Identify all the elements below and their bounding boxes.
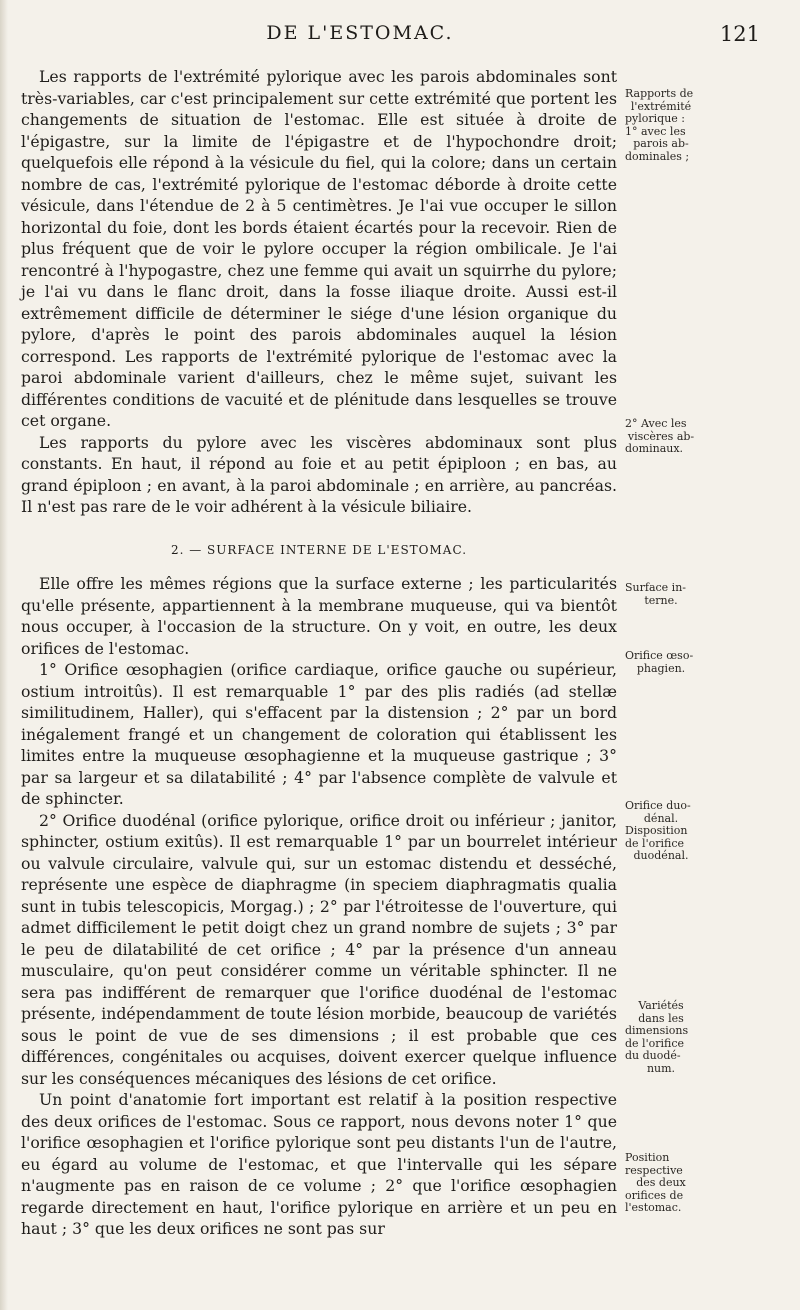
running-title: DE L'ESTOMAC. <box>266 22 454 44</box>
margin-note-viscera: 2° Avec les viscères ab- dominaux. <box>625 417 695 455</box>
margin-note-duodenal: Orifice duo- dénal. Disposition de l'orifice duodénal. <box>625 799 691 862</box>
page-number: 121 <box>719 22 760 46</box>
margin-note-internal-surface: Surface in- terne. <box>625 581 686 607</box>
margin-note-oesophageal: Orifice œso- phagien. <box>625 649 694 675</box>
paragraph-viscera-relations: Les rapports du pylore avec les viscères abdominaux sont plus constants. En haut, il répond au foie et au petit épiploon ; en bas, au grand épiploon ; en avant, à la paroi abdominale ; en arrière, au pancréas. Il n'est pas rare de le voir adhérent à la vésicule biliaire. <box>21 432 617 516</box>
page-binding-shadow <box>0 0 8 1310</box>
margin-note-variations: Variétés dans les dimensions de l'orifice du duodé- num. <box>625 999 689 1075</box>
margin-note-pyloric-relations: Rapports de l'extrémité pylorique : 1° avec les parois ab- dominales ; <box>625 87 694 163</box>
section-heading: 2. — SURFACE INTERNE DE L'ESTOMAC. <box>170 542 468 557</box>
paragraph-internal-surface: Elle offre les mêmes régions que la surface externe ; les particularités qu'elle présente, appartiennent à la membrane muqueuse, qui va bientôt nous occuper, à l'occasion de la structure. On y voit, en outre, les deux orifices de l'estomac. <box>21 574 617 658</box>
paragraph-oesophageal-orifice: 1° Orifice œsophagien (orifice cardiaque, orifice gauche ou supérieur, ostium introitûs). Il est remarquable 1° par des plis radiés (ad stellæ similitudinem, Haller), qui s'effacent par la distension ; 2° par un bord inégalement frangé et un changement de coloration qui établissent les limites entre la muqueuse œsophagienne et la muqueuse gastrique ; 3° par sa largeur et sa dilatabilité ; 4° par l'absence complète de valvule et de sphincter. <box>21 660 617 808</box>
main-text <box>21 66 617 1240</box>
running-head <box>60 22 760 52</box>
paragraph-duodenal-orifice: 2° Orifice duodénal (orifice pylorique, orifice droit ou inférieur ; janitor, sphincter, ostium exitûs). Il est remarquable 1° par un bourrelet intérieur ou valvule circulaire, valvule qui, sur un estomac distendu et desséché, représente une espèce de diaphragme (in speciem diaphragmatis qualia sunt in tubis telescopicis, Morgag.) ; 2° par l'étroitesse de l'ouverture, qui admet difficilement le petit doigt chez un grand nombre de sujets ; 3° par le peu de dilatabilité de cet orifice ; 4° par la présence d'un anneau musculaire, qu'on peut considérer comme un véritable sphincter. Il ne sera pas indifférent de remarquer que l'orifice duodénal de l'estomac présente, indépendamment de toute lésion morbide, beaucoup de variétés sous le point de vue de ses dimensions ; il est probable que ces différences, congénitales ou acquises, doivent exercer quelque influence sur les conséquences mécaniques des lésions de cet orifice. <box>21 810 617 1088</box>
paragraph-orifice-position: Un point d'anatomie fort important est relatif à la position respective des deux orifices de l'estomac. Sous ce rapport, nous devons noter 1° que l'orifice œsophagien et l'orifice pylorique sont peu distants l'un de l'autre, eu égard au volume de l'estomac, et que l'intervalle qui les sépare n'augmente pas en raison de ce volume ; 2° que l'orifice œsophagien regarde directement en haut, l'orifice pylorique en arrière et un peu en haut ; 3° que les deux orifices ne sont pas sur <box>21 1090 617 1238</box>
paragraph-pyloric-relations: Les rapports de l'extrémité pylorique avec les parois abdominales sont très-variables, car c'est principalement sur cette extrémité que portent les changements de situation de l'estomac. Elle est située à droite de l'épigastre, sur la limite de l'épigastre et de l'hypochondre droit; quelquefois elle répond à la vésicule du fiel, qui la colore; dans un certain nombre de cas, l'extrémité pylorique de l'estomac déborde à droite cette vésicule, dans l'étendue de 2 à 5 centimètres. Je l'ai vue occuper le sillon horizontal du foie, dont les bords étaient écartés pour la recevoir. Rien de plus fréquent que de voir le pylore occuper la région ombilicale. Je l'ai rencontré à l'hypogastre, chez une femme qui avait un squirrhe du pylore; je l'ai vu dans le flanc droit, dans la fosse iliaque droite. Aussi est-il extrêmement difficile de déterminer le siége d'une lésion organique du pylore, d'après le point des parois abdominales auquel la lésion correspond. Les rapports de l'extrémité pylorique de l'estomac avec la paroi abdominale varient d'ailleurs, chez le même sujet, suivant les différentes conditions de vacuité et de plénitude dans lesquelles se trouve cet organe. <box>21 67 617 430</box>
margin-note-position: Position respective des deux orifices de l'estomac. <box>625 1151 686 1214</box>
